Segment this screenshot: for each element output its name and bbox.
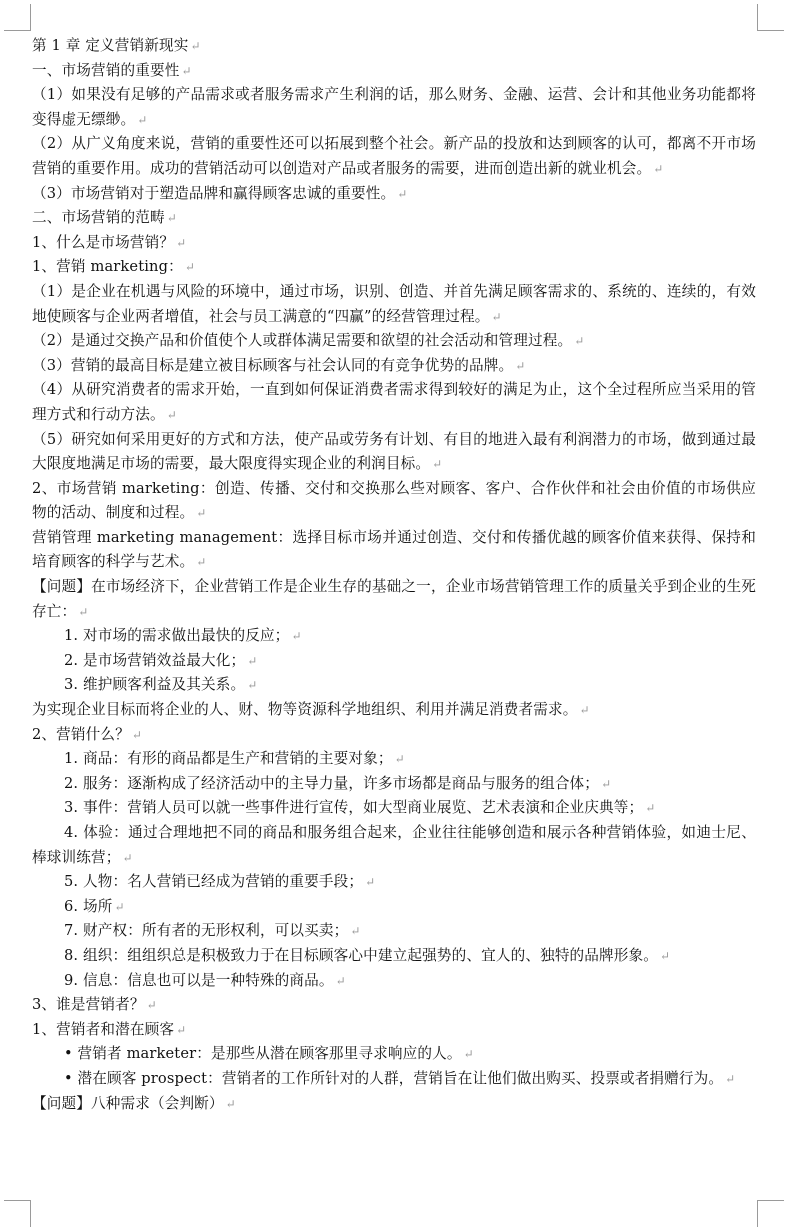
paragraph-mark-icon: ↵ [291, 629, 302, 644]
document-paragraph [32, 1092, 756, 1117]
document-paragraph [32, 354, 756, 379]
document-paragraph [32, 1042, 756, 1067]
document-paragraph [32, 477, 756, 526]
paragraph-text: 4. 体验：通过合理地把不同的商品和服务组合起来，企业往往能够创造和展示各种营销体验，如迪士尼、棒球训练营； [32, 824, 756, 866]
document-paragraph [32, 870, 756, 895]
paragraph-mark-icon: ↵ [137, 112, 148, 127]
paragraph-text: 第 1 章 定义营销新现实 [32, 37, 189, 54]
paragraph-mark-icon: ↵ [196, 555, 207, 570]
paragraph-mark-icon: ↵ [432, 457, 443, 472]
paragraph-text: 3. 维护顾客利益及其关系。 [64, 676, 246, 694]
document-paragraph [32, 34, 756, 59]
crop-mark-bottom-left [4, 1200, 31, 1227]
paragraph-mark-icon: ↵ [725, 1071, 736, 1086]
paragraph-mark-icon: ↵ [463, 1047, 474, 1062]
crop-mark-bottom-right [757, 1200, 784, 1227]
paragraph-text: （5）研究如何采用更好的方式和方法，使产品或劳务有计划、有目的地进入最有利润潜力的市场，做到通过最大限度地满足市场的需要，最大限度得实现企业的利润目标。 [32, 430, 756, 473]
paragraph-mark-icon: ↵ [491, 309, 502, 324]
paragraph-mark-icon: ↵ [247, 678, 258, 693]
document-paragraph [32, 132, 756, 181]
document-paragraph [32, 698, 756, 723]
document-paragraph [32, 83, 756, 132]
paragraph-mark-icon: ↵ [190, 39, 201, 53]
document-paragraph [32, 231, 756, 256]
paragraph-text: 营销管理 marketing management：选择目标市场并通过创造、交付和传播优越的顾客价值来获得、保持和培育顾客的科学与艺术。 [32, 528, 756, 571]
paragraph-text: 【问题】八种需求（会判断） [32, 1094, 224, 1112]
paragraph-mark-icon: ↵ [645, 801, 656, 816]
crop-mark-top-left [4, 4, 31, 31]
paragraph-text: 8. 组织：组组织总是积极致力于在目标顾客心中建立起强势的、宜人的、独特的品牌形象。 [64, 946, 659, 964]
paragraph-text: 1、什么是市场营销？ [32, 233, 175, 251]
document-paragraph [32, 747, 756, 772]
paragraph-text: 2、市场营销 marketing：创造、传播、交付和交换那么些对顾客、客户、合作伙伴和社会由价值的市场供应物的活动、制度和过程。 [32, 479, 756, 522]
paragraph-text: 3. 事件：营销人员可以就一些事件进行宣传，如大型商业展览、艺术表演和企业庆典等； [64, 799, 644, 817]
paragraph-text: 1、营销者和潜在顾客 [32, 1020, 175, 1038]
document-paragraph [32, 280, 756, 329]
paragraph-text: 1、营销 marketing： [32, 258, 183, 276]
paragraph-mark-icon: ↵ [114, 899, 125, 914]
paragraph-text: （3）市场营销对于塑造品牌和赢得顾客忠诚的重要性。 [32, 184, 396, 202]
paragraph-mark-icon: ↵ [653, 161, 664, 176]
paragraph-text: 2. 是市场营销效益最大化； [64, 651, 246, 669]
paragraph-mark-icon: ↵ [365, 875, 376, 890]
paragraph-mark-icon: ↵ [335, 973, 346, 988]
document-paragraph [32, 673, 756, 698]
paragraph-mark-icon: ↵ [176, 235, 187, 250]
paragraph-mark-icon: ↵ [196, 506, 207, 521]
paragraph-text: 6. 场所 [64, 897, 113, 915]
paragraph-mark-icon: ↵ [350, 924, 361, 939]
paragraph-text: 2. 服务：逐渐构成了经济活动中的主导力量，许多市场都是商品与服务的组合体； [64, 774, 600, 792]
paragraph-mark-icon: ↵ [601, 776, 612, 791]
paragraph-text: • 潜在顾客 prospect：营销者的工作所针对的人群，营销旨在让他们做出购买、投票或者捐赠行为。 [64, 1069, 724, 1087]
document-paragraph [32, 428, 756, 477]
paragraph-mark-icon: ↵ [660, 948, 671, 963]
paragraph-text: （2）从广义角度来说，营销的重要性还可以拓展到整个社会。新产品的投放和达到顾客的认可，都离不开市场营销的重要作用。成功的营销活动可以创造对产品或者服务的需要，进而创造出新的就业机会。 [32, 135, 756, 177]
paragraph-mark-icon: ↵ [146, 998, 157, 1013]
paragraph-text: 1. 商品：有形的商品都是生产和营销的主要对象； [64, 750, 393, 768]
crop-mark-top-right [757, 4, 784, 31]
document-paragraph [32, 821, 756, 870]
paragraph-mark-icon: ↵ [176, 1022, 187, 1037]
paragraph-text: （4）从研究消费者的需求开始，一直到如何保证消费者需求得到较好的满足为止，这个全过程所应当采用的管理方式和行动方法。 [32, 381, 756, 423]
document-paragraph [32, 1067, 756, 1092]
document-paragraph [32, 772, 756, 797]
paragraph-text: 1. 对市场的需求做出最快的反应； [64, 627, 290, 645]
paragraph-mark-icon: ↵ [78, 604, 89, 619]
paragraph-mark-icon: ↵ [122, 850, 133, 865]
document-paragraph [32, 969, 756, 994]
paragraph-text: 二、市场营销的范畴 [32, 209, 165, 227]
paragraph-text: 7. 财产权：所有者的无形权利，可以买卖； [64, 922, 349, 940]
paragraph-mark-icon: ↵ [166, 211, 177, 226]
document-paragraph [32, 255, 756, 280]
document-paragraph [32, 993, 756, 1018]
paragraph-text: （3）营销的最高目标是建立被目标顾客与社会认同的有竞争优势的品牌。 [32, 356, 514, 374]
paragraph-mark-icon: ↵ [247, 653, 258, 668]
document-paragraph [32, 723, 756, 748]
paragraph-mark-icon: ↵ [394, 752, 405, 767]
paragraph-text: 2、营销什么？ [32, 725, 130, 743]
paragraph-text: 为实现企业目标而将企业的人、财、物等资源科学地组织、利用并满足消费者需求。 [32, 701, 578, 719]
paragraph-mark-icon: ↵ [225, 1096, 236, 1111]
paragraph-text: 3、谁是营销者？ [32, 996, 145, 1014]
paragraph-text: 9. 信息：信息也可以是一种特殊的商品。 [64, 971, 334, 989]
document-paragraph [32, 1018, 756, 1043]
document-paragraph [32, 796, 756, 821]
paragraph-text: （1）是企业在机遇与风险的环境中，通过市场，识别、创造、并首先满足顾客需求的、系统的、连续的，有效地使顾客与企业两者增值，社会与员工满意的“四赢”的经营管理过程。 [32, 282, 756, 325]
document-paragraph [32, 919, 756, 944]
paragraph-mark-icon: ↵ [579, 703, 590, 718]
paragraph-mark-icon: ↵ [515, 358, 526, 373]
paragraph-text: （2）是通过交换产品和价值使个人或群体满足需要和欲望的社会活动和管理过程。 [32, 332, 573, 350]
document-paragraph [32, 206, 756, 231]
paragraph-mark-icon: ↵ [166, 407, 177, 422]
document-paragraph [32, 575, 756, 624]
document-page [32, 34, 756, 1116]
document-paragraph [32, 624, 756, 649]
document-paragraph [32, 526, 756, 575]
paragraph-mark-icon: ↵ [574, 334, 585, 349]
document-paragraph [32, 182, 756, 207]
document-paragraph [32, 895, 756, 920]
document-paragraph [32, 329, 756, 354]
document-paragraph [32, 59, 756, 84]
paragraph-text: 5. 人物：名人营销已经成为营销的重要手段； [64, 873, 364, 891]
document-paragraph [32, 944, 756, 969]
document-paragraph [32, 378, 756, 427]
paragraph-text: 【问题】在市场经济下，企业营销工作是企业生存的基础之一，企业市场营销管理工作的质量关乎到企业的生死存亡： [32, 578, 756, 620]
paragraph-mark-icon: ↵ [181, 63, 192, 78]
paragraph-text: • 营销者 marketer：是那些从潜在顾客那里寻求响应的人。 [64, 1045, 462, 1063]
paragraph-mark-icon: ↵ [184, 260, 196, 275]
paragraph-text: 一、市场营销的重要性 [32, 61, 180, 79]
paragraph-text: （1）如果没有足够的产品需求或者服务需求产生利润的话，那么财务、金融、运营、会计和其他业务功能都将变得虚无缥缈。 [32, 86, 756, 128]
paragraph-mark-icon: ↵ [397, 186, 408, 201]
document-paragraph [32, 649, 756, 674]
paragraph-mark-icon: ↵ [131, 727, 143, 742]
